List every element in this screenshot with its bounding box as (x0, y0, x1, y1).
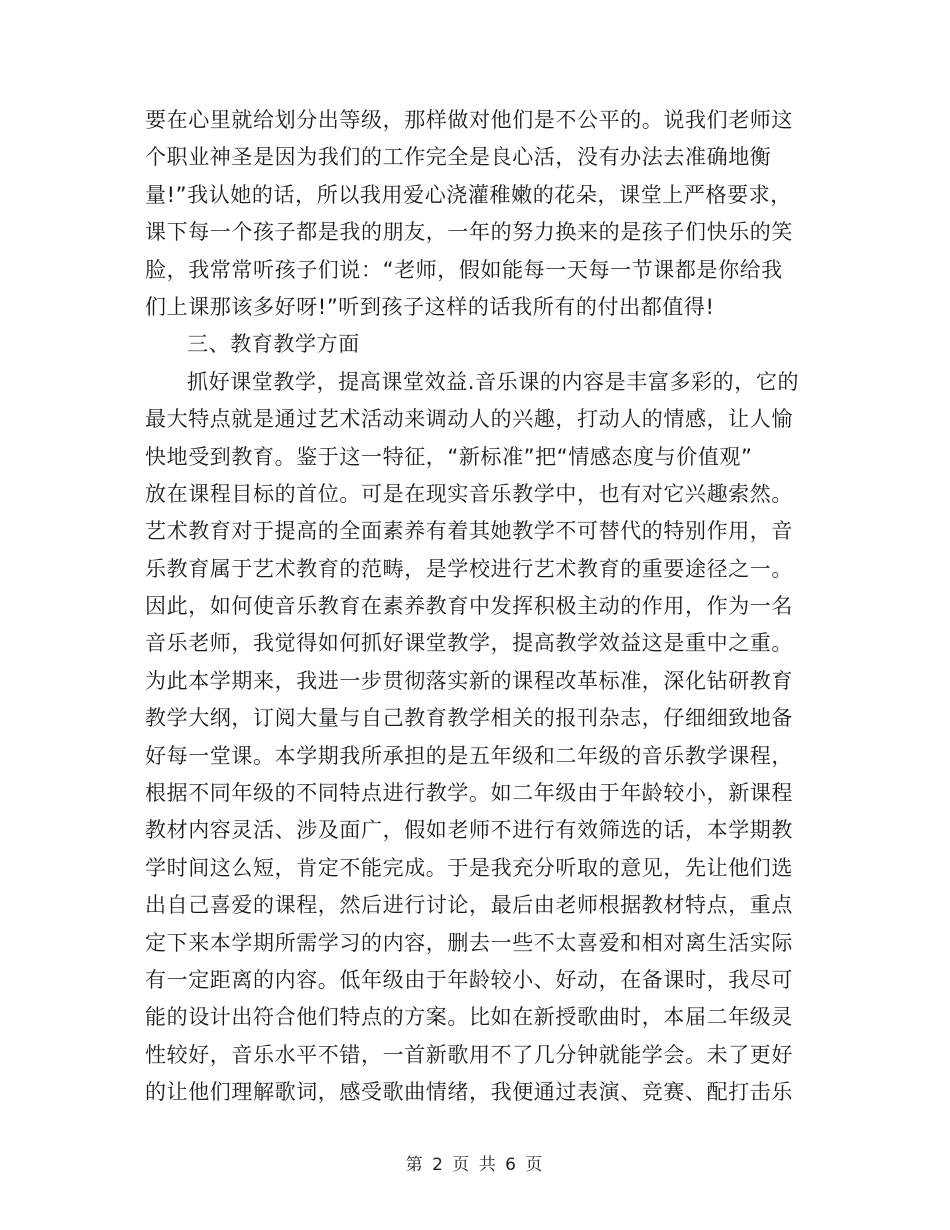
text-line: 根据不同年级的不同特点进行教学。如二年级由于年龄较小，新课程 (145, 781, 793, 806)
text-line: 放在课程目标的首位。可是在现实音乐教学中，也有对它兴趣索然。 (145, 481, 793, 506)
text-line: 量!”我认她的话，所以我用爱心浇灌稚嫩的花朵，课堂上严格要求， (145, 182, 792, 207)
text-line: 学时间这么短，肯定不能完成。于是我充分听取的意见，先让他们选 (145, 855, 793, 880)
page-number-footer: 第 2 页 共 6 页 (405, 1155, 545, 1175)
text-line: 能的设计出符合他们特点的方案。比如在新授歌曲时，本届二年级灵 (145, 1005, 793, 1030)
text-line: 乐教育属于艺术教育的范畴，是学校进行艺术教育的重要途径之一。 (145, 556, 793, 581)
section-heading: 三、教育教学方面 (187, 332, 360, 357)
text-line: 为此本学期来，我进一步贯彻落实新的课程改革标准，深化钻研教育 (145, 668, 793, 693)
text-line: 脸，我常常听孩子们说：“老师，假如能每一天每一节课都是你给我 (145, 257, 783, 282)
text-line: 定下来本学期所需学习的内容，删去一些不太喜爱和相对离生活实际 (145, 930, 793, 955)
text-line: 性较好，音乐水平不错，一首新歌用不了几分钟就能学会。未了更好 (145, 1042, 793, 1067)
text-line: 们上课那该多好呀!”听到孩子这样的话我所有的付出都值得! (145, 294, 715, 319)
text-line: 教学大纲，订阅大量与自己教育教学相关的报刊杂志，仔细细致地备 (145, 706, 793, 731)
text-line: 有一定距离的内容。低年级由于年龄较小、好动，在备课时，我尽可 (145, 967, 793, 992)
text-line: 个职业神圣是因为我们的工作完全是良心活，没有办法去准确地衡 (145, 145, 772, 170)
text-line: 要在心里就给划分出等级，那样做对他们是不公平的。说我们老师这 (145, 108, 793, 132)
text-line: 教材内容灵活、涉及面广，假如老师不进行有效筛选的话，本学期教 (145, 818, 793, 843)
text-line: 的让他们理解歌词，感受歌曲情绪，我便通过表演、竞赛、配打击乐 (145, 1080, 793, 1105)
text-line: 出自己喜爱的课程，然后进行讨论，最后由老师根据教材特点，重点 (145, 893, 793, 918)
text-line: 好每一堂课。本学期我所承担的是五年级和二年级的音乐教学课程， (145, 743, 793, 768)
paragraph-first-line: 抓好课堂教学，提高课堂效益.音乐课的内容是丰富多彩的，它的 (187, 369, 800, 394)
text-line: 音乐老师，我觉得如何抓好课堂教学，提高教学效益这是重中之重。 (145, 631, 793, 656)
text-line: 艺术教育对于提高的全面素养有着其她教学不可替代的特别作用，音 (145, 519, 793, 544)
text-line: 课下每一个孩子都是我的朋友，一年的努力换来的是孩子们快乐的笑 (145, 220, 793, 245)
document-body (145, 102, 815, 1112)
text-line: 快地受到教育。鉴于这一特征，“新标准”把“情感态度与价值观” (145, 444, 753, 469)
text-line: 因此，如何使音乐教育在素养教育中发挥积极主动的作用，作为一名 (145, 594, 793, 619)
text-line: 最大特点就是通过艺术活动来调动人的兴趣，打动人的情感，让人愉 (145, 407, 793, 432)
